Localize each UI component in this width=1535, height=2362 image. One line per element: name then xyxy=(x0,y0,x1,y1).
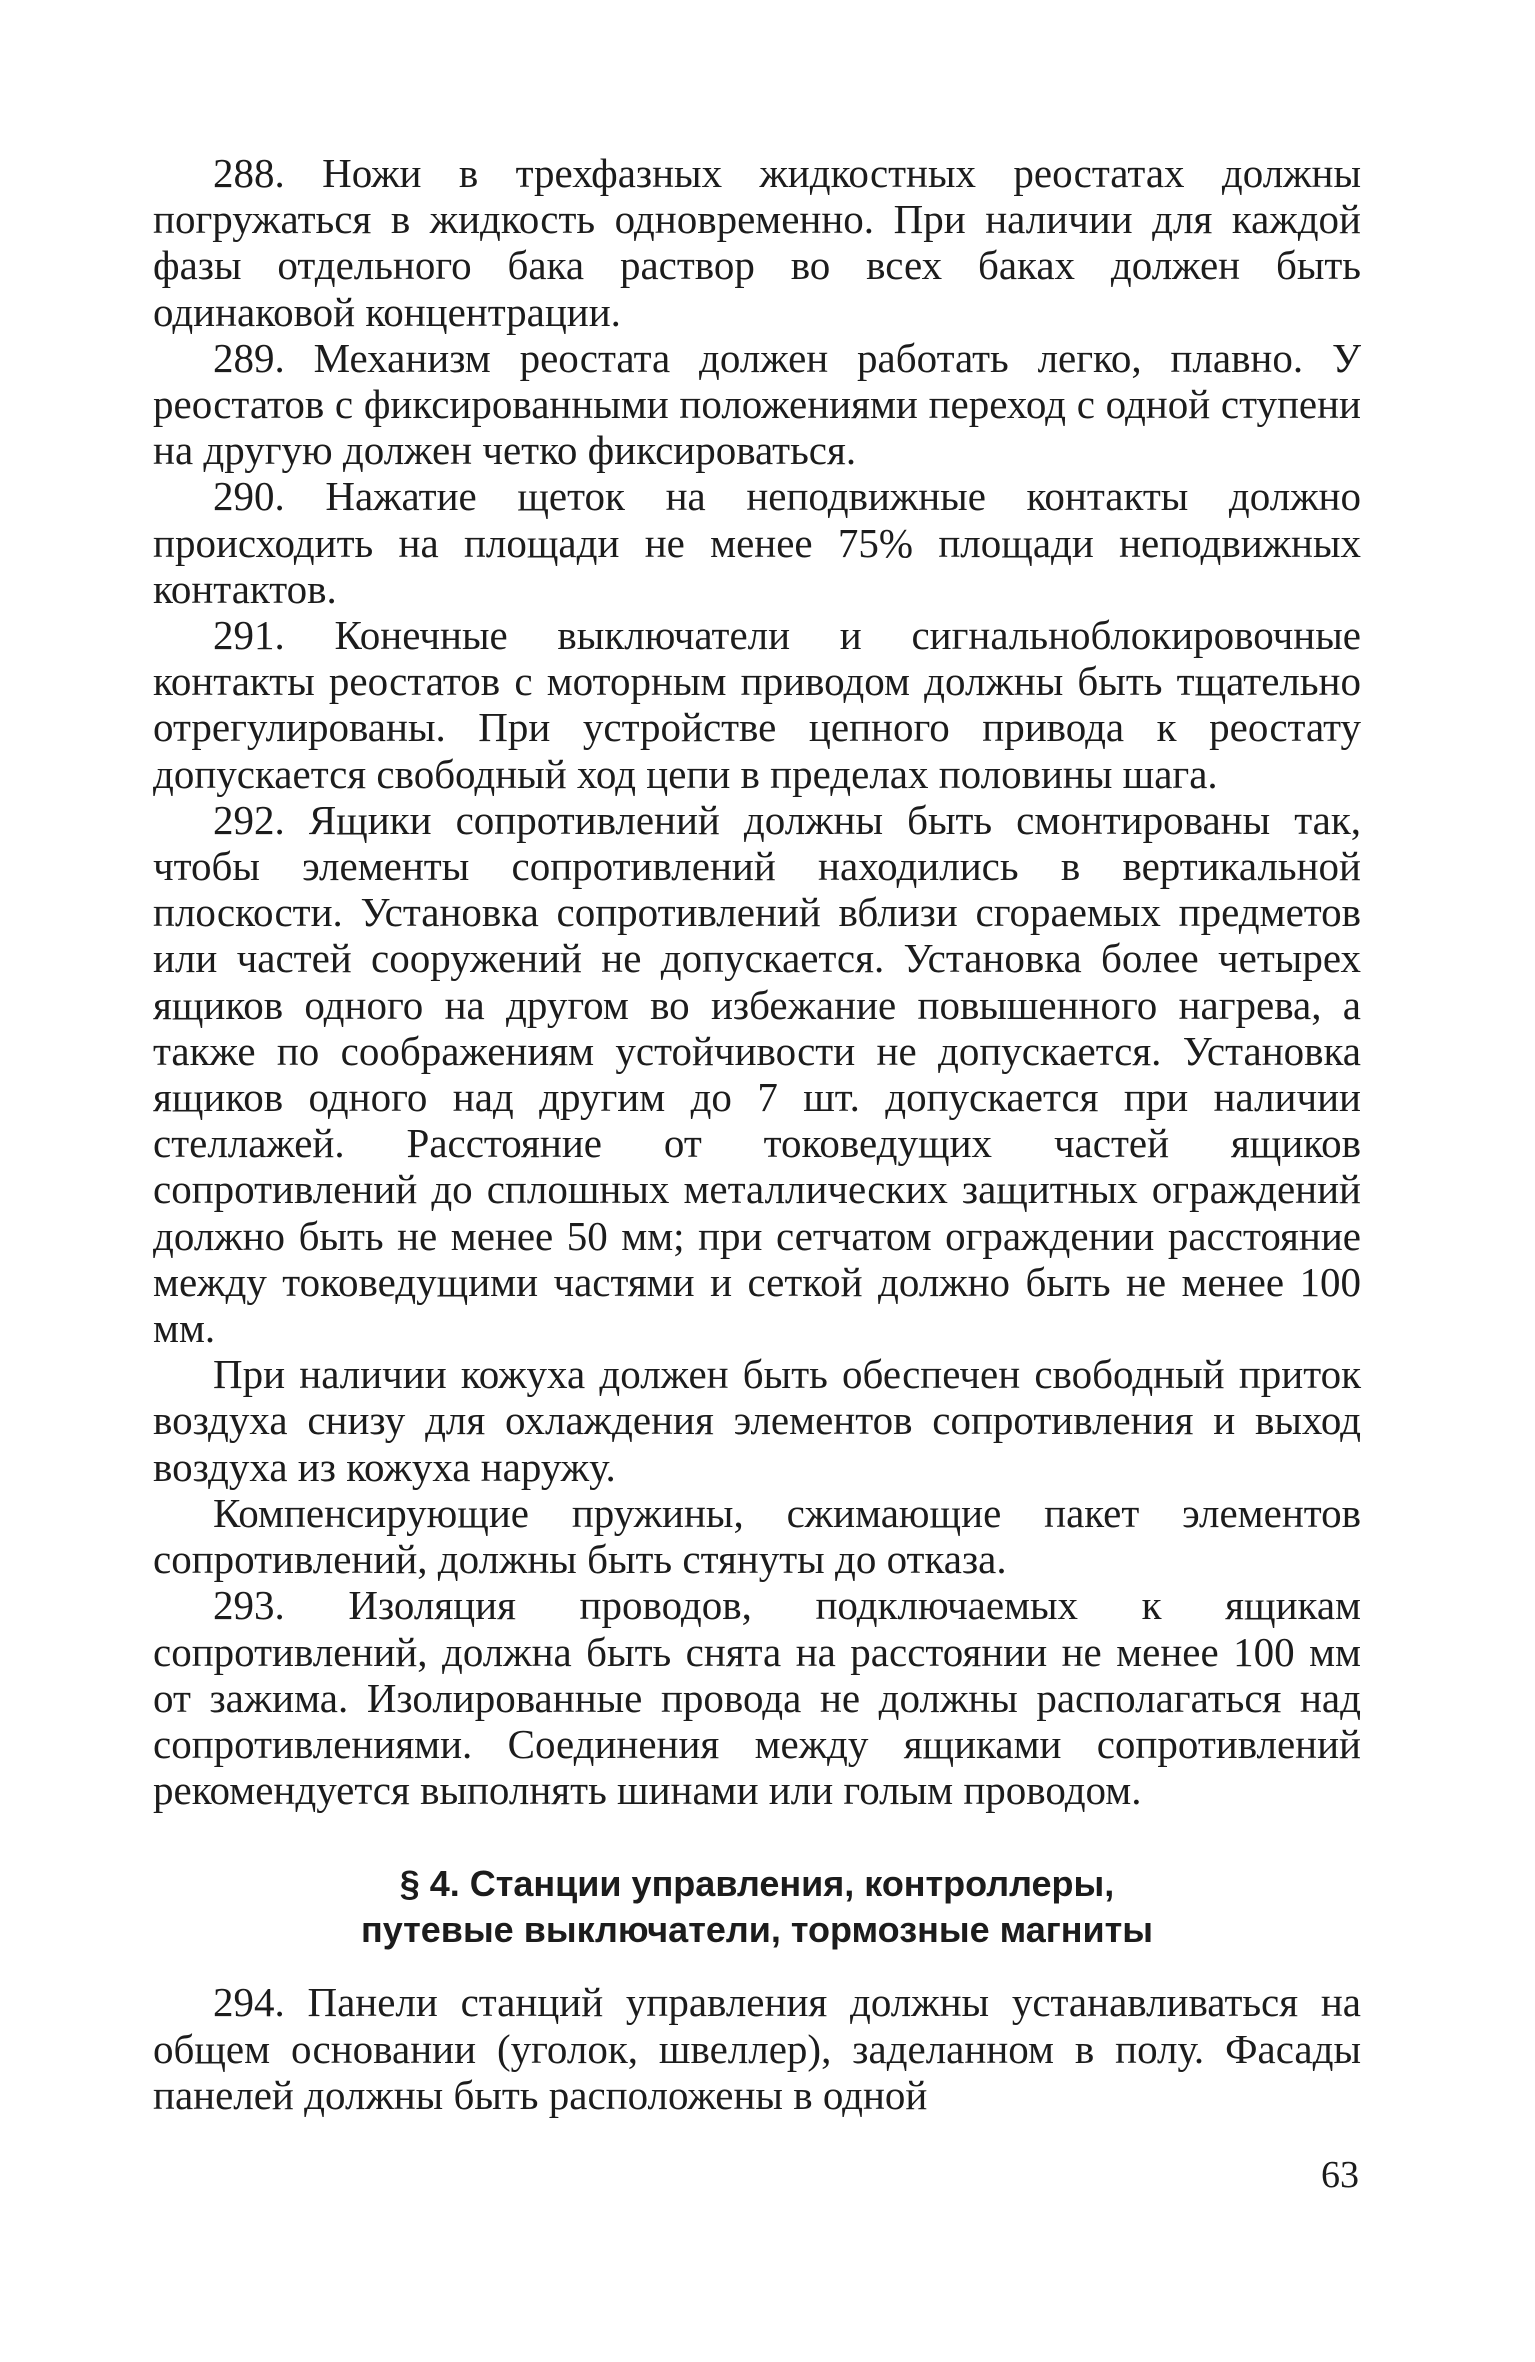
paragraph-293: 293. Изоляция проводов, подключаемых к ящикам сопротивлений, должна быть снята на расстоянии не менее 100 мм от зажима. Изолированные провода не должны располагаться над сопротивлениями. Соединения между ящиками сопротивлений рекомендуется выполнять шинами или голым проводом. xyxy=(153,1582,1361,1814)
paragraph-289: 289. Механизм реостата должен работать легко, плавно. У реостатов с фиксированными положениями переход с одной ступени на другую должен четко фиксироваться. xyxy=(153,334,1361,474)
paragraph-292: 292. Ящики сопротивлений должны быть смонтированы так, чтобы элементы сопротивлений находились в вертикальной плоскости. Установка сопротивлений вблизи сгораемых предметов или частей сооружений не допускается. Установка более четырех ящиков одного на другом во избежание повышенного нагрева, а также по соображениям устойчивости не допускается. Установка ящиков одного над другим до 7 шт. допускается при наличии стеллажей. Расстояние от токоведущих частей ящиков сопротивлений до сплошных металлических защитных ограждений должно быть не менее 50 мм; при сетчатом ограждении расстояние между токоведущими частями и сеткой должно быть не менее 100 мм. xyxy=(153,796,1361,1352)
paragraph-290: 290. Нажатие щеток на неподвижные контакты должно происходить на площади не менее 75% площади неподвижных контактов. xyxy=(153,473,1361,612)
paragraph-294: 294. Панели станций управления должны устанавливаться на общем основании (уголок, швеллер), заделанном в полу. Фасады панелей должны быть расположены в одной xyxy=(153,1979,1361,2118)
paragraph-292-springs: Компенсирующие пружины, сжимающие пакет элементов сопротивлений, должны быть стянуты до отказа. xyxy=(153,1489,1361,1583)
section-heading-line-1: § 4. Станции управления, контроллеры, xyxy=(399,1863,1115,1905)
paragraph-292-casing: При наличии кожуха должен быть обеспечен свободный приток воздуха снизу для охлаждения элементов сопротивления и выход воздуха из кожуха наружу. xyxy=(153,1351,1361,1490)
page-body xyxy=(153,150,1361,2118)
page-number: 63 xyxy=(1321,2154,1359,2196)
section-heading-line-2: путевые выключатели, тормозные магниты xyxy=(360,1909,1154,1951)
paragraph-288: 288. Ножи в трехфазных жидкостных реостатах должны погружаться в жидкость одновременно. При наличии для каждой фазы отдельного бака раствор во всех баках должен быть одинаковой концентрации. xyxy=(153,150,1361,335)
section-heading xyxy=(153,1861,1361,1953)
paragraph-291: 291. Конечные выключатели и сигнальноблокировочные контакты реостатов с моторным приводом должны быть тщательно отрегулированы. При устройстве цепного привода к реостату допускается свободный ход цепи в пределах половины шага. xyxy=(153,612,1361,797)
